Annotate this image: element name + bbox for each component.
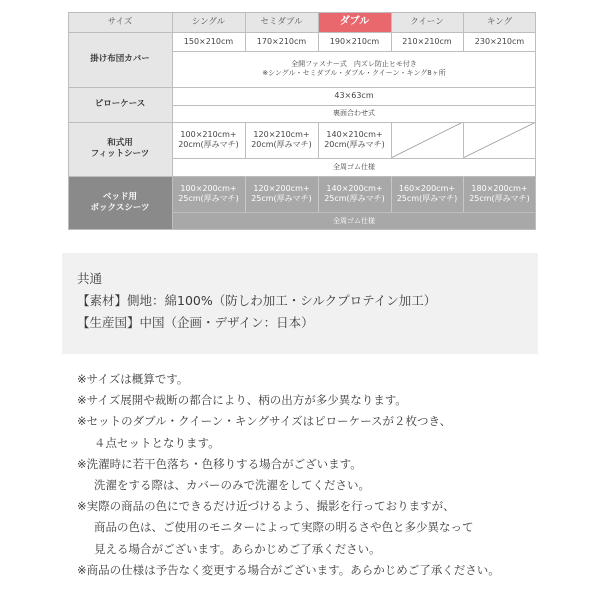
size-header-king: キング — [463, 12, 536, 32]
grid-line — [172, 12, 173, 230]
duvet-note — [172, 51, 536, 87]
size-header-single: シングル — [172, 12, 245, 32]
note-line: ※洗濯時に若干色落ち・色移りする場合がございます。 — [77, 456, 362, 471]
duvet-note-line-2: ※シングル・セミダブル・ダブル・クイーン・キング8ヶ所 — [262, 69, 446, 77]
pillow-dim: 43×63cm — [172, 87, 536, 105]
note-line: ※セットのダブル・クイーン・キングサイズはピローケースが２枚つき、 — [77, 414, 452, 429]
not-available-slash — [391, 122, 463, 158]
grid-line — [172, 212, 536, 213]
box-sheet-label-line-1: ベッド用 — [102, 191, 137, 202]
note-line: ※サイズ展開や裁断の都合により、柄の出方が多少異なります。 — [77, 393, 407, 408]
fitted-dim-single — [172, 122, 245, 158]
box-dim-king — [463, 176, 536, 212]
box-sheet-label-line-2: ボックスシーツ — [90, 203, 150, 213]
fitted-sheet-label — [68, 122, 172, 176]
fitted-sheet-label-line-1: 和式用 — [107, 137, 133, 148]
fitted-dim-king-na — [463, 122, 536, 158]
pillow-note: 裏面合わせ式 — [172, 105, 536, 122]
grid-line — [463, 122, 464, 158]
fitted-dim-queen-na — [391, 122, 463, 158]
fitted-dim-double-line-2: 20cm(厚みマチ) — [324, 140, 385, 149]
box-dim-single-line-2: 25cm(厚みマチ) — [178, 194, 239, 203]
grid-line — [463, 32, 464, 51]
fitted-dim-semi-double — [245, 122, 318, 158]
grid-line — [391, 122, 392, 158]
duvet-dim-single: 150×210cm — [172, 32, 245, 51]
duvet-dim-double: 190×210cm — [318, 32, 391, 51]
notes-list — [77, 369, 537, 581]
size-header-corner: サイズ — [68, 12, 172, 32]
pillow-case-label: ピローケース — [68, 87, 172, 122]
fitted-dim-semi-double-line-1: 120×210cm+ — [253, 130, 310, 139]
fitted-sheet-label-line-2: フィットシーツ — [90, 149, 150, 159]
fitted-dim-double — [318, 122, 391, 158]
box-dim-queen-line-1: 160×200cm+ — [398, 184, 456, 193]
size-header-queen: クイーン — [391, 12, 463, 32]
grid-line — [68, 32, 536, 33]
duvet-dim-king: 230×210cm — [463, 32, 536, 51]
box-dim-double-line-1: 140×200cm+ — [326, 184, 383, 193]
common-info-box — [62, 253, 538, 354]
box-dim-single-line-1: 100×200cm+ — [180, 184, 237, 193]
grid-line — [245, 32, 246, 51]
box-dim-king-line-2: 25cm(厚みマチ) — [469, 194, 530, 203]
origin-line: 【生産国】中国（企画・デザイン：日本） — [77, 315, 314, 330]
grid-line — [68, 122, 536, 123]
grid-line — [318, 176, 319, 212]
box-dim-queen-line-2: 25cm(厚みマチ) — [396, 194, 458, 203]
box-dim-queen — [391, 176, 463, 212]
grid-line — [245, 122, 246, 158]
box-dim-semi-double-line-2: 25cm(厚みマチ) — [251, 194, 312, 203]
note-line: ※サイズは概算です。 — [77, 372, 189, 386]
note-line: ※実際の商品の色にできるだけ近づけるよう、撮影を行っておりますが、 — [77, 499, 455, 514]
common-title: 共通 — [77, 271, 103, 286]
fitted-note: 全周ゴム仕様 — [172, 158, 536, 176]
grid-line — [172, 105, 536, 106]
grid-line — [318, 122, 319, 158]
grid-line — [463, 176, 464, 212]
box-sheet-label — [68, 176, 172, 230]
box-dim-double-line-2: 25cm(厚みマチ) — [324, 194, 385, 203]
size-table — [68, 12, 536, 230]
grid-line — [172, 158, 536, 159]
note-line: 洗濯をする際は、カバーのみで洗濯をしてください。 — [94, 477, 370, 492]
grid-line — [463, 12, 464, 32]
grid-line — [318, 32, 319, 51]
fitted-dim-semi-double-line-2: 20cm(厚みマチ) — [251, 140, 312, 149]
grid-line — [391, 12, 392, 32]
duvet-dim-semi-double: 170×210cm — [245, 32, 318, 51]
fitted-dim-single-line-1: 100×210cm+ — [180, 130, 237, 139]
grid-line — [245, 176, 246, 212]
grid-line — [391, 176, 392, 212]
box-dim-double — [318, 176, 391, 212]
not-available-slash — [463, 122, 536, 158]
grid-line — [68, 87, 536, 88]
duvet-dim-queen: 210×210cm — [391, 32, 463, 51]
note-line: ※商品の仕様は予告なく変更する場合がございます。あらかじめご了承ください。 — [77, 562, 500, 577]
box-dim-single — [172, 176, 245, 212]
grid-line — [68, 176, 536, 177]
note-line: 見える場合がございます。あらかじめご了承ください。 — [94, 541, 381, 556]
grid-line — [391, 32, 392, 51]
material-line: 【素材】側地：綿100%（防しわ加工・シルクプロテイン加工） — [77, 293, 437, 308]
duvet-cover-label: 掛け布団カバー — [68, 32, 172, 87]
note-line: 商品の色は、ご使用のモニターによって実際の明るさや色と多少異なって — [94, 520, 474, 535]
fitted-dim-single-line-2: 20cm(厚みマチ) — [178, 140, 239, 149]
size-header-semi-double: セミダブル — [245, 12, 318, 32]
duvet-note-line-1: 全開ファスナー式 内ズレ防止ヒモ付き — [291, 60, 417, 69]
grid-line — [245, 12, 246, 32]
box-dim-semi-double — [245, 176, 318, 212]
box-dim-semi-double-line-1: 120×200cm+ — [253, 184, 310, 193]
size-header-double: ダブル — [318, 12, 391, 32]
fitted-dim-double-line-1: 140×210cm+ — [326, 130, 383, 139]
note-line: ４点セットとなります。 — [94, 435, 220, 450]
box-note: 全周ゴム仕様 — [172, 212, 536, 230]
box-dim-king-line-1: 180×200cm+ — [471, 184, 528, 193]
grid-line — [318, 12, 319, 32]
grid-line — [172, 51, 536, 52]
